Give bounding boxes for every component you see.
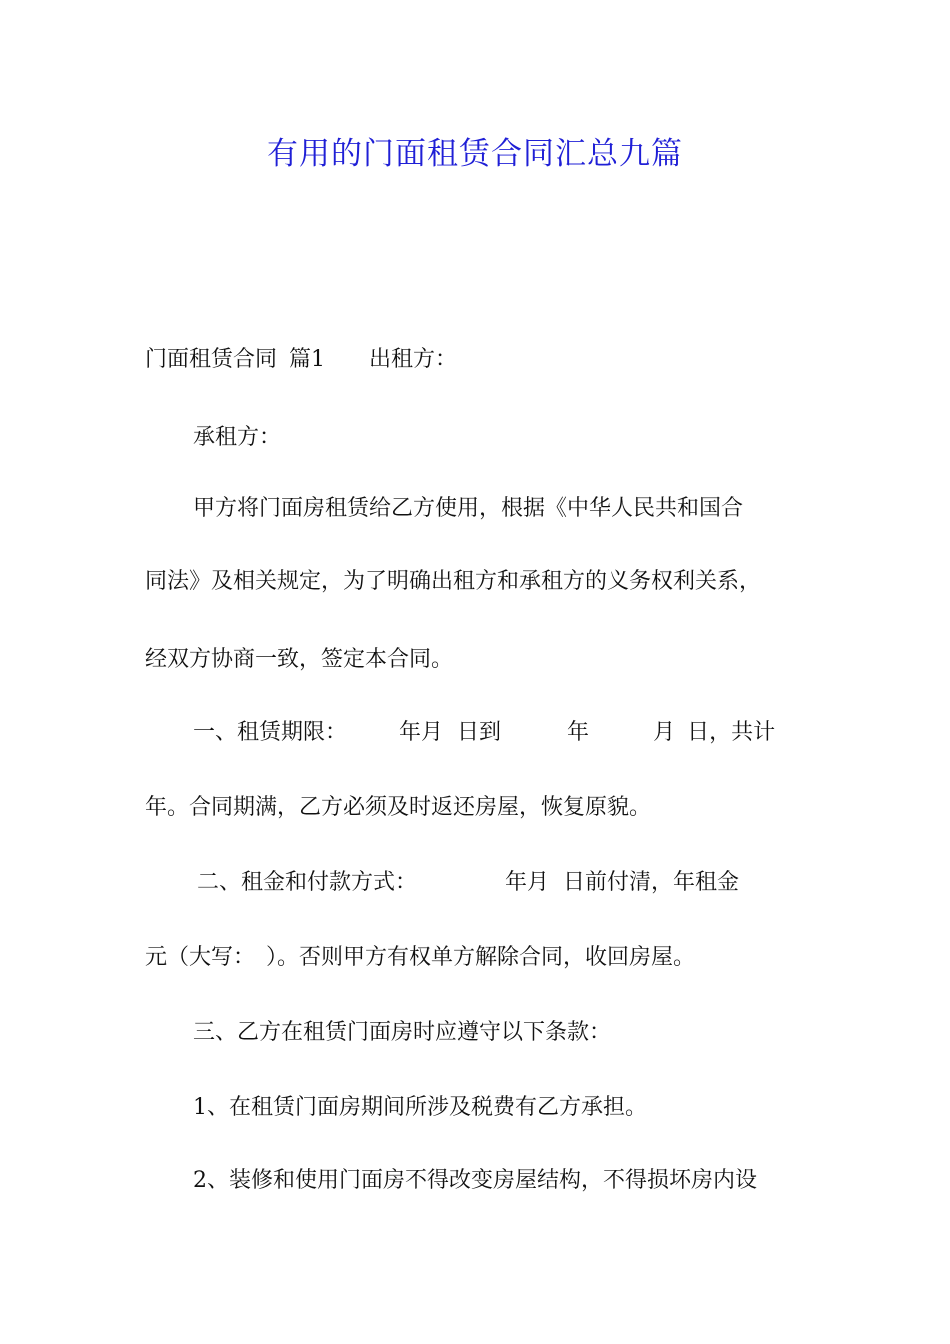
terms-heading: 三、乙方在租赁门面房时应遵守以下条款： — [193, 1020, 612, 1045]
term-label: 一、租赁期限： — [193, 720, 348, 745]
paragraph-line: 元（大写： ）。否则甲方有权单方解除合同，收回房屋。 — [145, 945, 696, 970]
term-total: 日，共计 — [687, 720, 776, 745]
rent-label: 二、租金和付款方式： — [197, 870, 418, 895]
term-clause — [193, 718, 863, 748]
rent-clause — [197, 868, 867, 898]
term-from: 年月 — [399, 720, 444, 745]
part-label: 篇1 — [289, 347, 326, 372]
term-to-month: 月 — [653, 720, 676, 745]
list-item: 2、装修和使用门面房不得改变房屋结构，不得损坏房内设 — [193, 1168, 757, 1193]
paragraph-line: 经双方协商一致，签定本合同。 — [145, 647, 454, 672]
paragraph-line: 同法》及相关规定，为了明确出租方和承租方的义务权利关系， — [145, 569, 762, 594]
document-title: 有用的门面租赁合同汇总九篇 — [267, 136, 683, 172]
lessee-label: 承租方： — [193, 425, 282, 450]
rent-date: 年月 — [505, 870, 550, 895]
term-from-day: 日到 — [457, 720, 502, 745]
lessor-label: 出租方： — [369, 347, 458, 372]
rent-paid: 日前付清，年租金 — [563, 870, 740, 895]
list-item: 1、在租赁门面房期间所涉及税费有乙方承担。 — [193, 1095, 647, 1120]
contract-name: 门面租赁合同 — [145, 347, 278, 372]
contract-heading — [145, 345, 815, 375]
paragraph-line: 年。合同期满，乙方必须及时返还房屋，恢复原貌。 — [145, 795, 652, 820]
term-to-year: 年 — [567, 720, 590, 745]
paragraph-line: 甲方将门面房租赁给乙方使用，根据《中华人民共和国合 — [193, 496, 744, 521]
